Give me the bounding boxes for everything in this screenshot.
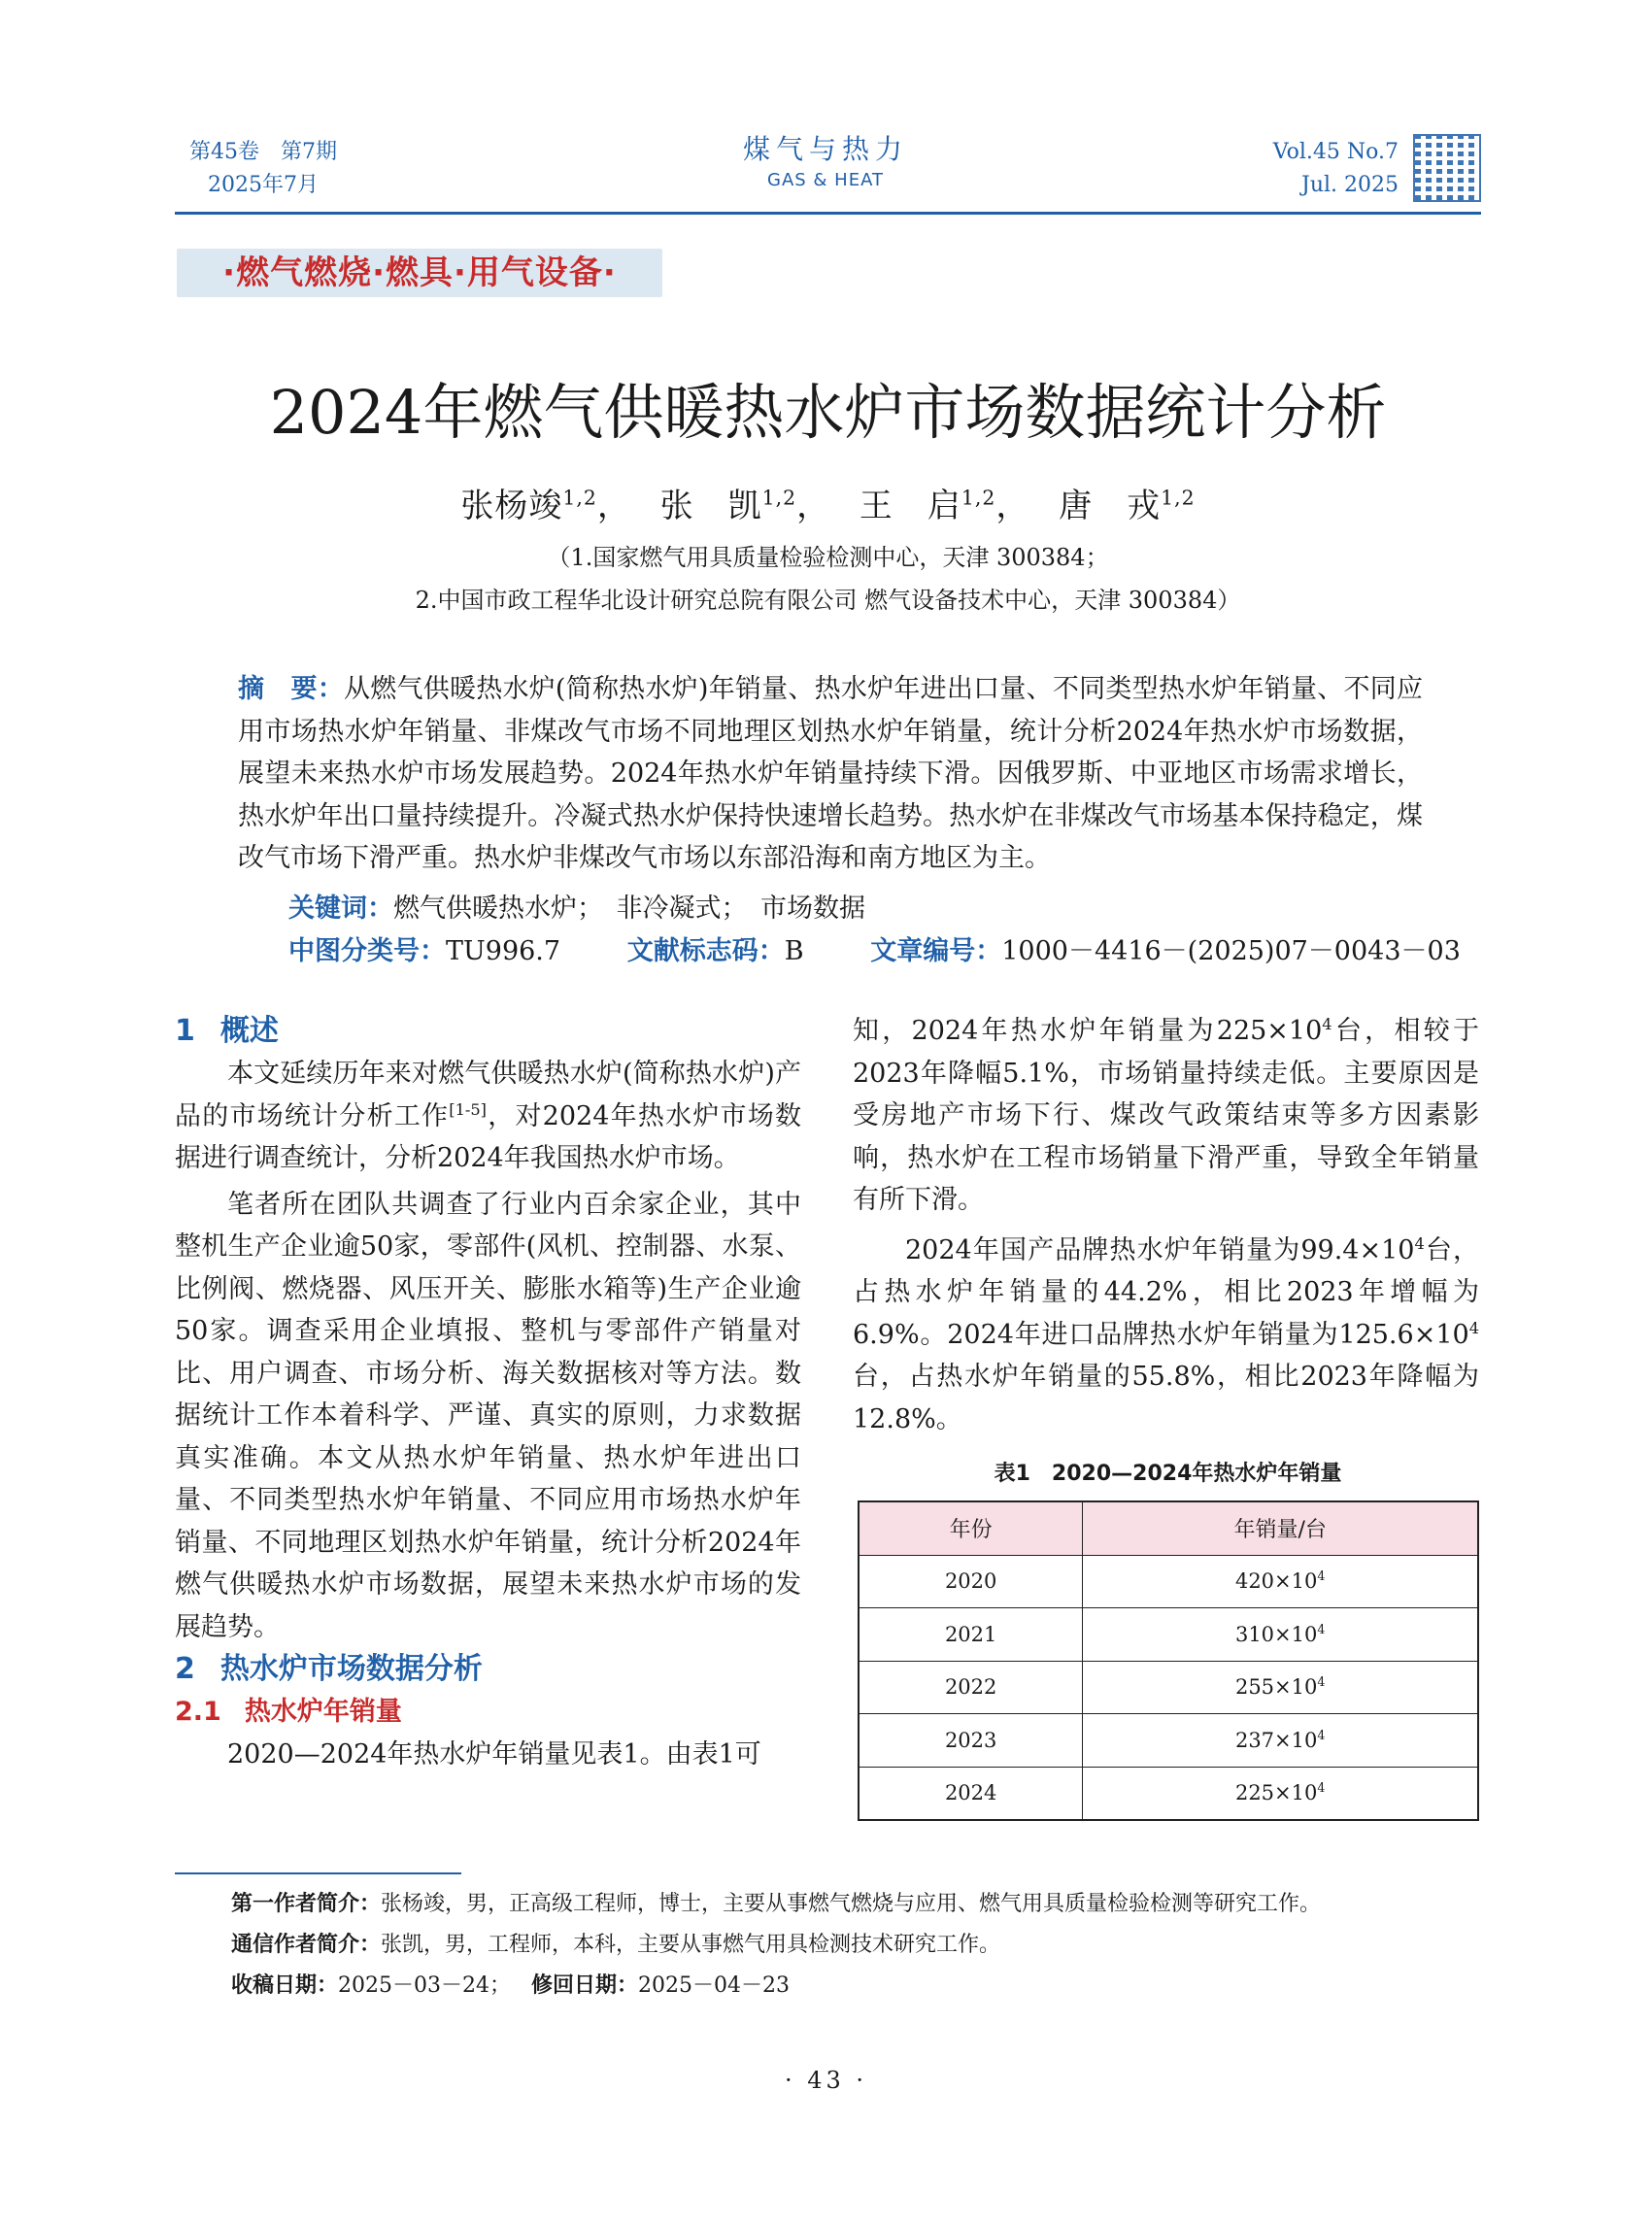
qr-code-icon — [1413, 134, 1481, 202]
volume-issue: 第45卷 第7期 — [189, 140, 337, 164]
exponent: 4 — [1414, 1233, 1425, 1253]
paragraph-continuation-text — [853, 1010, 1479, 1440]
sales-cell — [1083, 1661, 1478, 1714]
paragraph-text: 台，占热水炉年销量的44.2%，相比2023年增幅为6.9%。2024年进口品牌热水炉年销量为125.6×10 — [853, 1234, 1479, 1350]
table-row — [859, 1661, 1478, 1714]
issue-info-en — [1272, 136, 1399, 202]
paragraph-text: 台，占热水炉年销量的55.8%，相比2023年降幅为12.8%。 — [853, 1362, 1479, 1434]
paragraph-text: 本文延续历年来对燃气供暖热水炉(简称热水炉)产品的市场统计分析工作 — [175, 1059, 801, 1131]
section-number: 1 — [175, 1014, 195, 1048]
affiliation-2: 2.中国市政工程华北设计研究总院有限公司 燃气设备技术中心，天津 300384） — [415, 587, 1241, 614]
paragraph-text: 知，2024年热水炉年销量为225×10 — [853, 1016, 1323, 1046]
page-number: · 43 · — [784, 2067, 868, 2094]
author-affil-sup: 1,2 — [562, 486, 597, 510]
section-heading-1 — [175, 1010, 801, 1053]
table-row — [859, 1714, 1478, 1768]
exponent: 4 — [1317, 1727, 1326, 1742]
journal-name-cn: 煤气与热力 — [742, 133, 908, 165]
subsection-title: 热水炉年销量 — [244, 1697, 402, 1727]
sales-cell — [1083, 1767, 1478, 1820]
year-cell: 2020 — [859, 1555, 1083, 1608]
footnote-rule — [175, 1872, 461, 1874]
revised-date: 2025－04－23 — [638, 1973, 790, 1998]
classification-line — [288, 930, 1461, 973]
paragraph: 笔者所在团队共调查了行业内百余家企业，其中整机生产企业逾50家，零部件(风机、控制器、水泵、比例阀、燃烧器、风压开关、膨胀水箱等)生产企业逾50家。调查采用企业填报、整机与零部件产销量对比、用户调查、市场分析、海关数据核对等方法。数据统计工作本着科学、严谨、真实的原则，力求数据真实准确。本文从热水炉年销量、热水炉年进出口量、不同类型热水炉年销量、不同应用市场热水炉年销量、不同地理区划热水炉年销量，统计分析2024年燃气供暖热水炉市场数据，展望未来热水炉市场的发展趋势。 — [175, 1189, 801, 1642]
exponent: 4 — [1322, 1015, 1332, 1033]
author-name: 张杨竣 — [460, 487, 563, 525]
author-affil-sup: 1,2 — [961, 486, 996, 510]
subsection-heading-2-1 — [175, 1691, 801, 1734]
table-row — [859, 1555, 1478, 1608]
section-title: 热水炉市场数据分析 — [219, 1652, 483, 1686]
body-left-column — [175, 1010, 801, 1776]
sales-value: 225×10 — [1234, 1781, 1318, 1805]
table-header-row — [859, 1501, 1478, 1555]
paragraph-text: 2024年国产品牌热水炉年销量为99.4×10 — [905, 1234, 1415, 1265]
table-row — [859, 1767, 1478, 1820]
year-cell: 2021 — [859, 1608, 1083, 1662]
section-heading-2 — [175, 1648, 801, 1691]
issue-info — [189, 136, 337, 202]
received-label: 收稿日期： — [231, 1973, 339, 1998]
abstract — [238, 668, 1423, 880]
paragraph-text: 台，相较于2023年降幅5.1%，市场销量持续走低。主要原因是受房地产市场下行、煤改气政策结束等多方因素影响，热水炉在工程市场销量下滑严重，导致全年销量有所下滑。 — [853, 1016, 1480, 1215]
sales-value: 310×10 — [1234, 1622, 1318, 1646]
sales-cell — [1083, 1555, 1478, 1608]
year-cell: 2023 — [859, 1714, 1083, 1768]
sales-value: 420×10 — [1234, 1569, 1318, 1594]
subsection-number: 2.1 — [175, 1697, 221, 1727]
keywords-text: 燃气供暖热水炉； 非冷凝式； 市场数据 — [393, 893, 865, 924]
received-date: 2025－03－24； — [338, 1973, 511, 1998]
clc-label: 中图分类号： — [288, 936, 446, 966]
article-no-label: 文章编号： — [870, 936, 1002, 966]
footnote-text: 张杨竣，男，正高级工程师，博士，主要从事燃气燃烧与应用、燃气用具质量检验检测等研究工作。 — [381, 1892, 1322, 1916]
footnote-dates — [231, 1966, 1474, 2006]
table-caption: 表1 2020—2024年热水炉年销量 — [994, 1462, 1342, 1486]
paragraph-tail — [853, 1010, 1479, 1222]
author-affil-sup: 1,2 — [761, 486, 797, 510]
sales-value: 255×10 — [1234, 1675, 1318, 1700]
table-header-year: 年份 — [859, 1501, 1083, 1555]
issue-date: 2025年7月 — [208, 173, 319, 197]
journal-name-en: GAS & HEAT — [767, 170, 884, 190]
issue-date-en: Jul. 2025 — [1301, 173, 1399, 197]
section-number: 2 — [175, 1652, 195, 1686]
volume-issue-en: Vol.45 No.7 — [1272, 140, 1399, 164]
citation-ref: [1-5] — [449, 1099, 487, 1119]
footnote-corresponding-author — [231, 1925, 1474, 1966]
year-cell: 2024 — [859, 1767, 1083, 1820]
paragraph — [853, 1230, 1479, 1441]
footnote-first-author — [231, 1884, 1474, 1925]
paragraph-text: 2020—2024年热水炉年销量见表1。由表1可 — [227, 1739, 761, 1770]
year-cell: 2022 — [859, 1661, 1083, 1714]
sales-table — [858, 1500, 1479, 1821]
footnote-text: 张凯，男，工程师，本科，主要从事燃气用具检测技术研究工作。 — [381, 1933, 1001, 1957]
exponent: 4 — [1317, 1674, 1326, 1690]
paragraph — [175, 1734, 801, 1776]
table-header-sales: 年销量/台 — [1083, 1501, 1478, 1555]
keywords-label: 关键词： — [288, 893, 393, 924]
revised-label: 修回日期： — [530, 1973, 638, 1998]
doc-code-label: 文献标志码： — [626, 936, 785, 966]
journal-name — [680, 132, 971, 194]
header-rule — [175, 212, 1481, 215]
section-title: 概述 — [219, 1014, 279, 1048]
sales-cell — [1083, 1608, 1478, 1662]
exponent: 4 — [1468, 1318, 1479, 1337]
paragraph — [175, 1053, 801, 1180]
table-row — [859, 1608, 1478, 1662]
paragraph-text: ，对2024年热水炉市场数据进行调查统计，分析2024年我国热水炉市场。 — [175, 1100, 802, 1173]
keywords — [288, 888, 865, 930]
sales-cell — [1083, 1714, 1478, 1768]
author-list: 张杨竣$^{1,2}$， 张 凯$^{1,2}$， 王 启$^{1,2}$， 唐 戎$^{1,2}$ — [460, 486, 1196, 525]
footnote-label: 第一作者简介： — [231, 1892, 382, 1916]
sales-value: 237×10 — [1234, 1728, 1318, 1752]
affiliation-1: （1.国家燃气用具质量检验检测中心，天津 300384； — [547, 544, 1109, 571]
author-name: 唐 戎 — [1059, 487, 1162, 525]
abstract-text: 从燃气供暖热水炉(简称热水炉)年销量、热水炉年进出口量、不同类型热水炉年销量、不同应用市场热水炉年销量、非煤改气市场不同地理区划热水炉年销量，统计分析2024年热水炉市场数据，展望未来热水炉市场发展趋势。2024年热水炉年销量持续下滑。因俄罗斯、中亚地区市场需求增长，热水炉年出口量持续提升。冷凝式热水炉保持快速增长趋势。热水炉在非煤改气市场基本保持稳定，煤改气市场下滑严重。热水炉非煤改气市场以东部沿海和南方地区为主。 — [238, 674, 1424, 873]
author-affil-sup: 1,2 — [1161, 486, 1196, 510]
section-tag: ·燃气燃烧·燃具·用气设备· — [177, 249, 662, 297]
abstract-label: 摘 要： — [238, 674, 344, 704]
exponent: 4 — [1317, 1780, 1326, 1796]
author-name: 王 启 — [859, 487, 961, 525]
doc-code-value: B — [784, 936, 804, 966]
clc-value: TU996.7 — [446, 936, 561, 966]
exponent: 4 — [1317, 1621, 1326, 1636]
footnote-label: 通信作者简介： — [231, 1933, 382, 1957]
author-name: 张 凯 — [659, 487, 762, 525]
paper-title: 2024年燃气供暖热水炉市场数据统计分析 — [269, 377, 1387, 448]
article-no-value: 1000－4416－(2025)07－0043－03 — [1001, 936, 1461, 966]
exponent: 4 — [1317, 1568, 1326, 1584]
